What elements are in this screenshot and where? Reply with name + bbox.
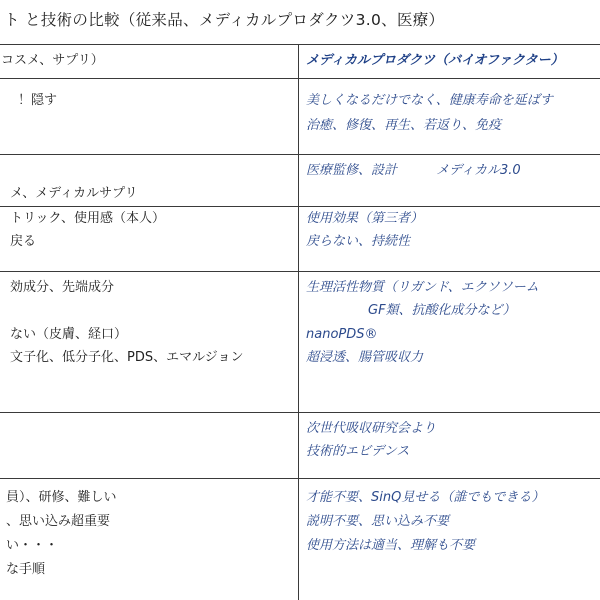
row5-right-line: 技術的エビデンス — [306, 444, 410, 459]
header-right-cell: メディカルプロダクツ（バイオファクター） — [306, 53, 564, 68]
row1-right-line: 治癒、修復、再生、若返り、免疫 — [306, 118, 502, 133]
row3-left-line: トリック、使用感（本人） — [10, 211, 165, 226]
row3-left-line: 戻る — [10, 234, 37, 249]
table-rule-top — [0, 44, 600, 45]
row4-left-line: ない（皮膚、経口） — [10, 327, 128, 342]
row6-right-line: 説明不要、思い込み不要 — [306, 514, 450, 529]
row6-left-line: な手順 — [6, 562, 46, 577]
row6-left-line: 員）、研修、難しい — [6, 490, 117, 505]
document-title: ト と技術の比較（従来品、メディカルプロダクツ3.0、医療） — [4, 11, 445, 29]
table-rule-row4 — [0, 412, 600, 413]
table-rule-row1 — [0, 154, 600, 155]
table-rule-row2 — [0, 206, 600, 207]
row5-right-line: 次世代吸収研究会より — [306, 421, 437, 436]
row6-right-line: 使用方法は適当、理解も不要 — [306, 538, 476, 553]
row2-left-line: メ、メディカルサプリ — [10, 186, 138, 201]
row4-right-line: 生理活性物質（リガンド、エクソソーム — [306, 280, 539, 295]
row6-right-line: 才能不要、SinQ見せる（誰でもできる） — [306, 490, 545, 505]
row6-left-line: 、思い込み超重要 — [6, 514, 111, 529]
row4-left-line: 効成分、先端成分 — [10, 280, 115, 295]
row6-left-line: い・・・ — [6, 538, 59, 553]
row4-right-line: GF類、抗酸化成分など） — [368, 303, 516, 318]
row3-right-line: 戻らない、持続性 — [306, 234, 411, 249]
table-rule-header — [0, 78, 600, 79]
row1-left-line: ！隠す — [18, 93, 58, 108]
table-column-divider — [298, 44, 299, 600]
row1-right-line: 美しくなるだけでなく、健康寿命を延ばす — [306, 93, 553, 108]
table-rule-row3 — [0, 271, 600, 272]
row4-right-line: 超浸透、腸管吸収力 — [306, 350, 424, 365]
header-left-cell: コスメ、サプリ） — [1, 53, 104, 68]
table-rule-row5 — [0, 478, 600, 479]
row3-right-line: 使用効果（第三者） — [306, 211, 424, 226]
row4-left-line: 文子化、低分子化、PDS、エマルジョン — [10, 350, 244, 365]
row2-right-line: 医療監修、設計 メディカル3.0 — [306, 163, 521, 178]
row4-right-line: nanoPDS® — [306, 327, 378, 342]
